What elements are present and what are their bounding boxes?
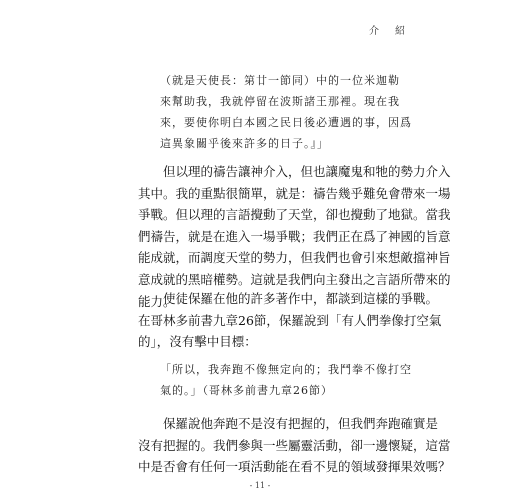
- text-line: 能成就，而調度天堂的勢力，但我們也會引來想敵擋神旨: [138, 250, 451, 266]
- page-number: - 11 -: [249, 481, 271, 490]
- paragraph-running: [138, 413, 451, 478]
- block-quote-daniel: [160, 70, 412, 154]
- text-line: 沒有把握的。我們參與一些屬靈活動，卻一邊懷疑，這當: [138, 437, 451, 453]
- quote-line: 「所以，我奔跑不像無定向的；我鬥拳不像打空: [160, 363, 412, 376]
- quote-line: （就是天使長：第廿一節同）中的一位米迦勒: [160, 74, 400, 87]
- text-line: 但以理的禱告讓神介入，但也讓魔鬼和牠的勢力介入: [163, 164, 451, 179]
- text-line: 在哥林多前書九章26節，保羅說到「有人們拳像打空氣: [138, 312, 442, 328]
- block-quote-corinthians: [160, 359, 412, 401]
- text-line: 能力。: [138, 293, 176, 309]
- quote-line: 這異象關乎後來許多的日子。』」: [160, 137, 329, 150]
- text-line: 的」，沒有擊中目標：: [138, 334, 257, 350]
- text-line: 們禱告，就是在進入一場爭戰；我們正在爲了神國的旨意: [138, 228, 451, 244]
- text-line: 中是否會有任何一項活動能在看不見的領域發揮果效嗎？: [138, 459, 451, 475]
- running-header: 介 紹: [369, 26, 408, 37]
- paragraph-paul: [138, 288, 442, 353]
- quote-line: 來幫助我，我就停留在波斯諸王那裡。現在我: [160, 95, 400, 108]
- quote-line: 來，要使你明白本國之民日後必遭遇的事，因爲: [160, 116, 412, 129]
- text-line: 爭戰。但以理的言語攪動了天堂，卻也攪動了地獄。當我: [138, 207, 451, 223]
- quote-line: 氣的。」（哥林多前書九章26節）: [160, 384, 333, 397]
- text-line: 其中。我的重點很簡單，就是：禱告幾乎難免會帶來一場: [138, 185, 451, 201]
- text-line: 使徒保羅在他的許多著作中，都談到這樣的爭戰。: [163, 291, 439, 306]
- text-line: 意成就的黑暗權勢。這就是我們向主發出之言語所帶來的: [138, 271, 451, 287]
- text-line: 保羅說他奔跑不是沒有把握的，但我們奔跑確實是: [163, 416, 439, 431]
